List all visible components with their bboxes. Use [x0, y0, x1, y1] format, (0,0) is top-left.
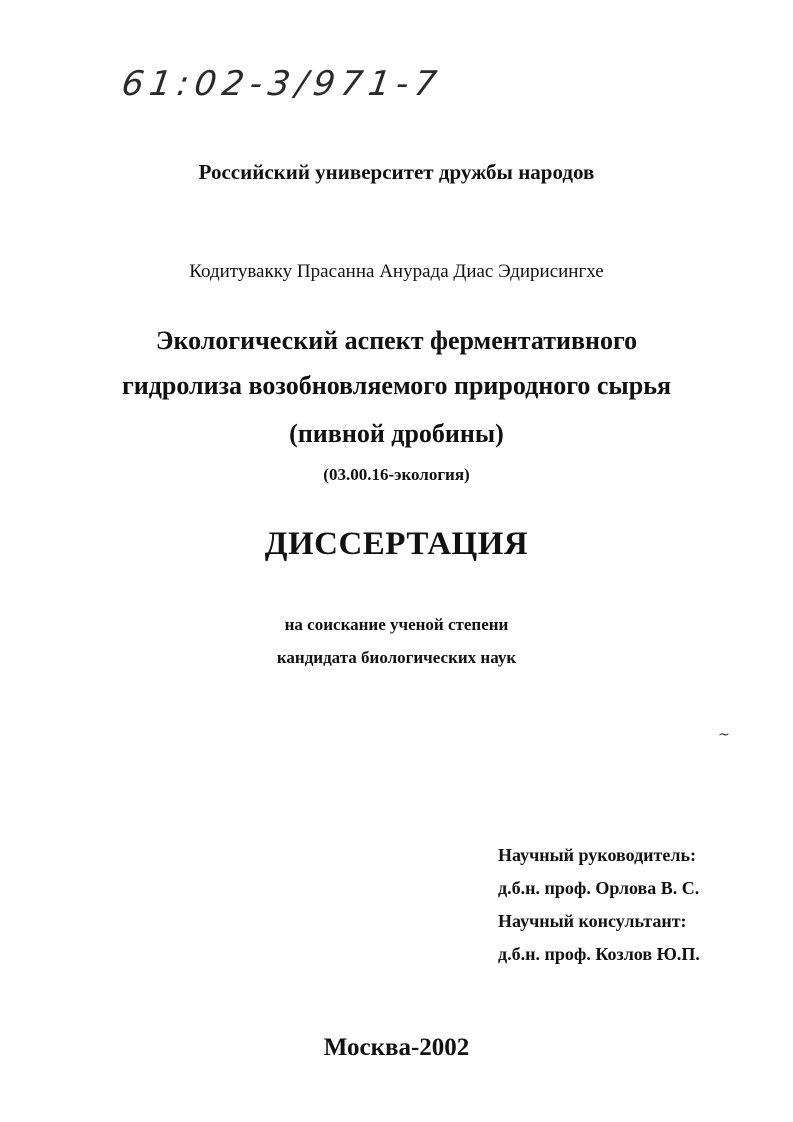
thesis-title-line-3: (пивной дробины): [289, 419, 504, 448]
advisors-block: [498, 839, 700, 971]
document-type: ДИССЕРТАЦИЯ: [264, 526, 529, 562]
supervisor-label: Научный руководитель:: [498, 845, 696, 865]
specialty-code: (03.00.16-экология): [323, 465, 470, 484]
stray-mark: ~: [718, 727, 730, 743]
university-name: Российский университет дружбы народов: [198, 160, 595, 184]
consultant-label: Научный консультант:: [498, 911, 687, 931]
supervisor-name: д.б.н. проф. Орлова В. С.: [498, 878, 700, 898]
consultant-name: д.б.н. проф. Козлов Ю.П.: [498, 944, 700, 964]
thesis-title-line-2: гидролиза возобновляемого природного сырья: [121, 371, 672, 400]
degree-line-2: кандидата биологических наук: [276, 648, 517, 667]
city-year: Москва-2002: [323, 1034, 470, 1061]
author-name: Кодитувакку Прасанна Анурада Диас Эдирисингхе: [189, 261, 604, 282]
thesis-title-line-1: Экологический аспект ферментативного: [155, 326, 638, 355]
handwritten-catalog-code: 61:02-3/971-7: [119, 64, 445, 104]
degree-line-1: на соискание ученой степени: [284, 615, 509, 634]
